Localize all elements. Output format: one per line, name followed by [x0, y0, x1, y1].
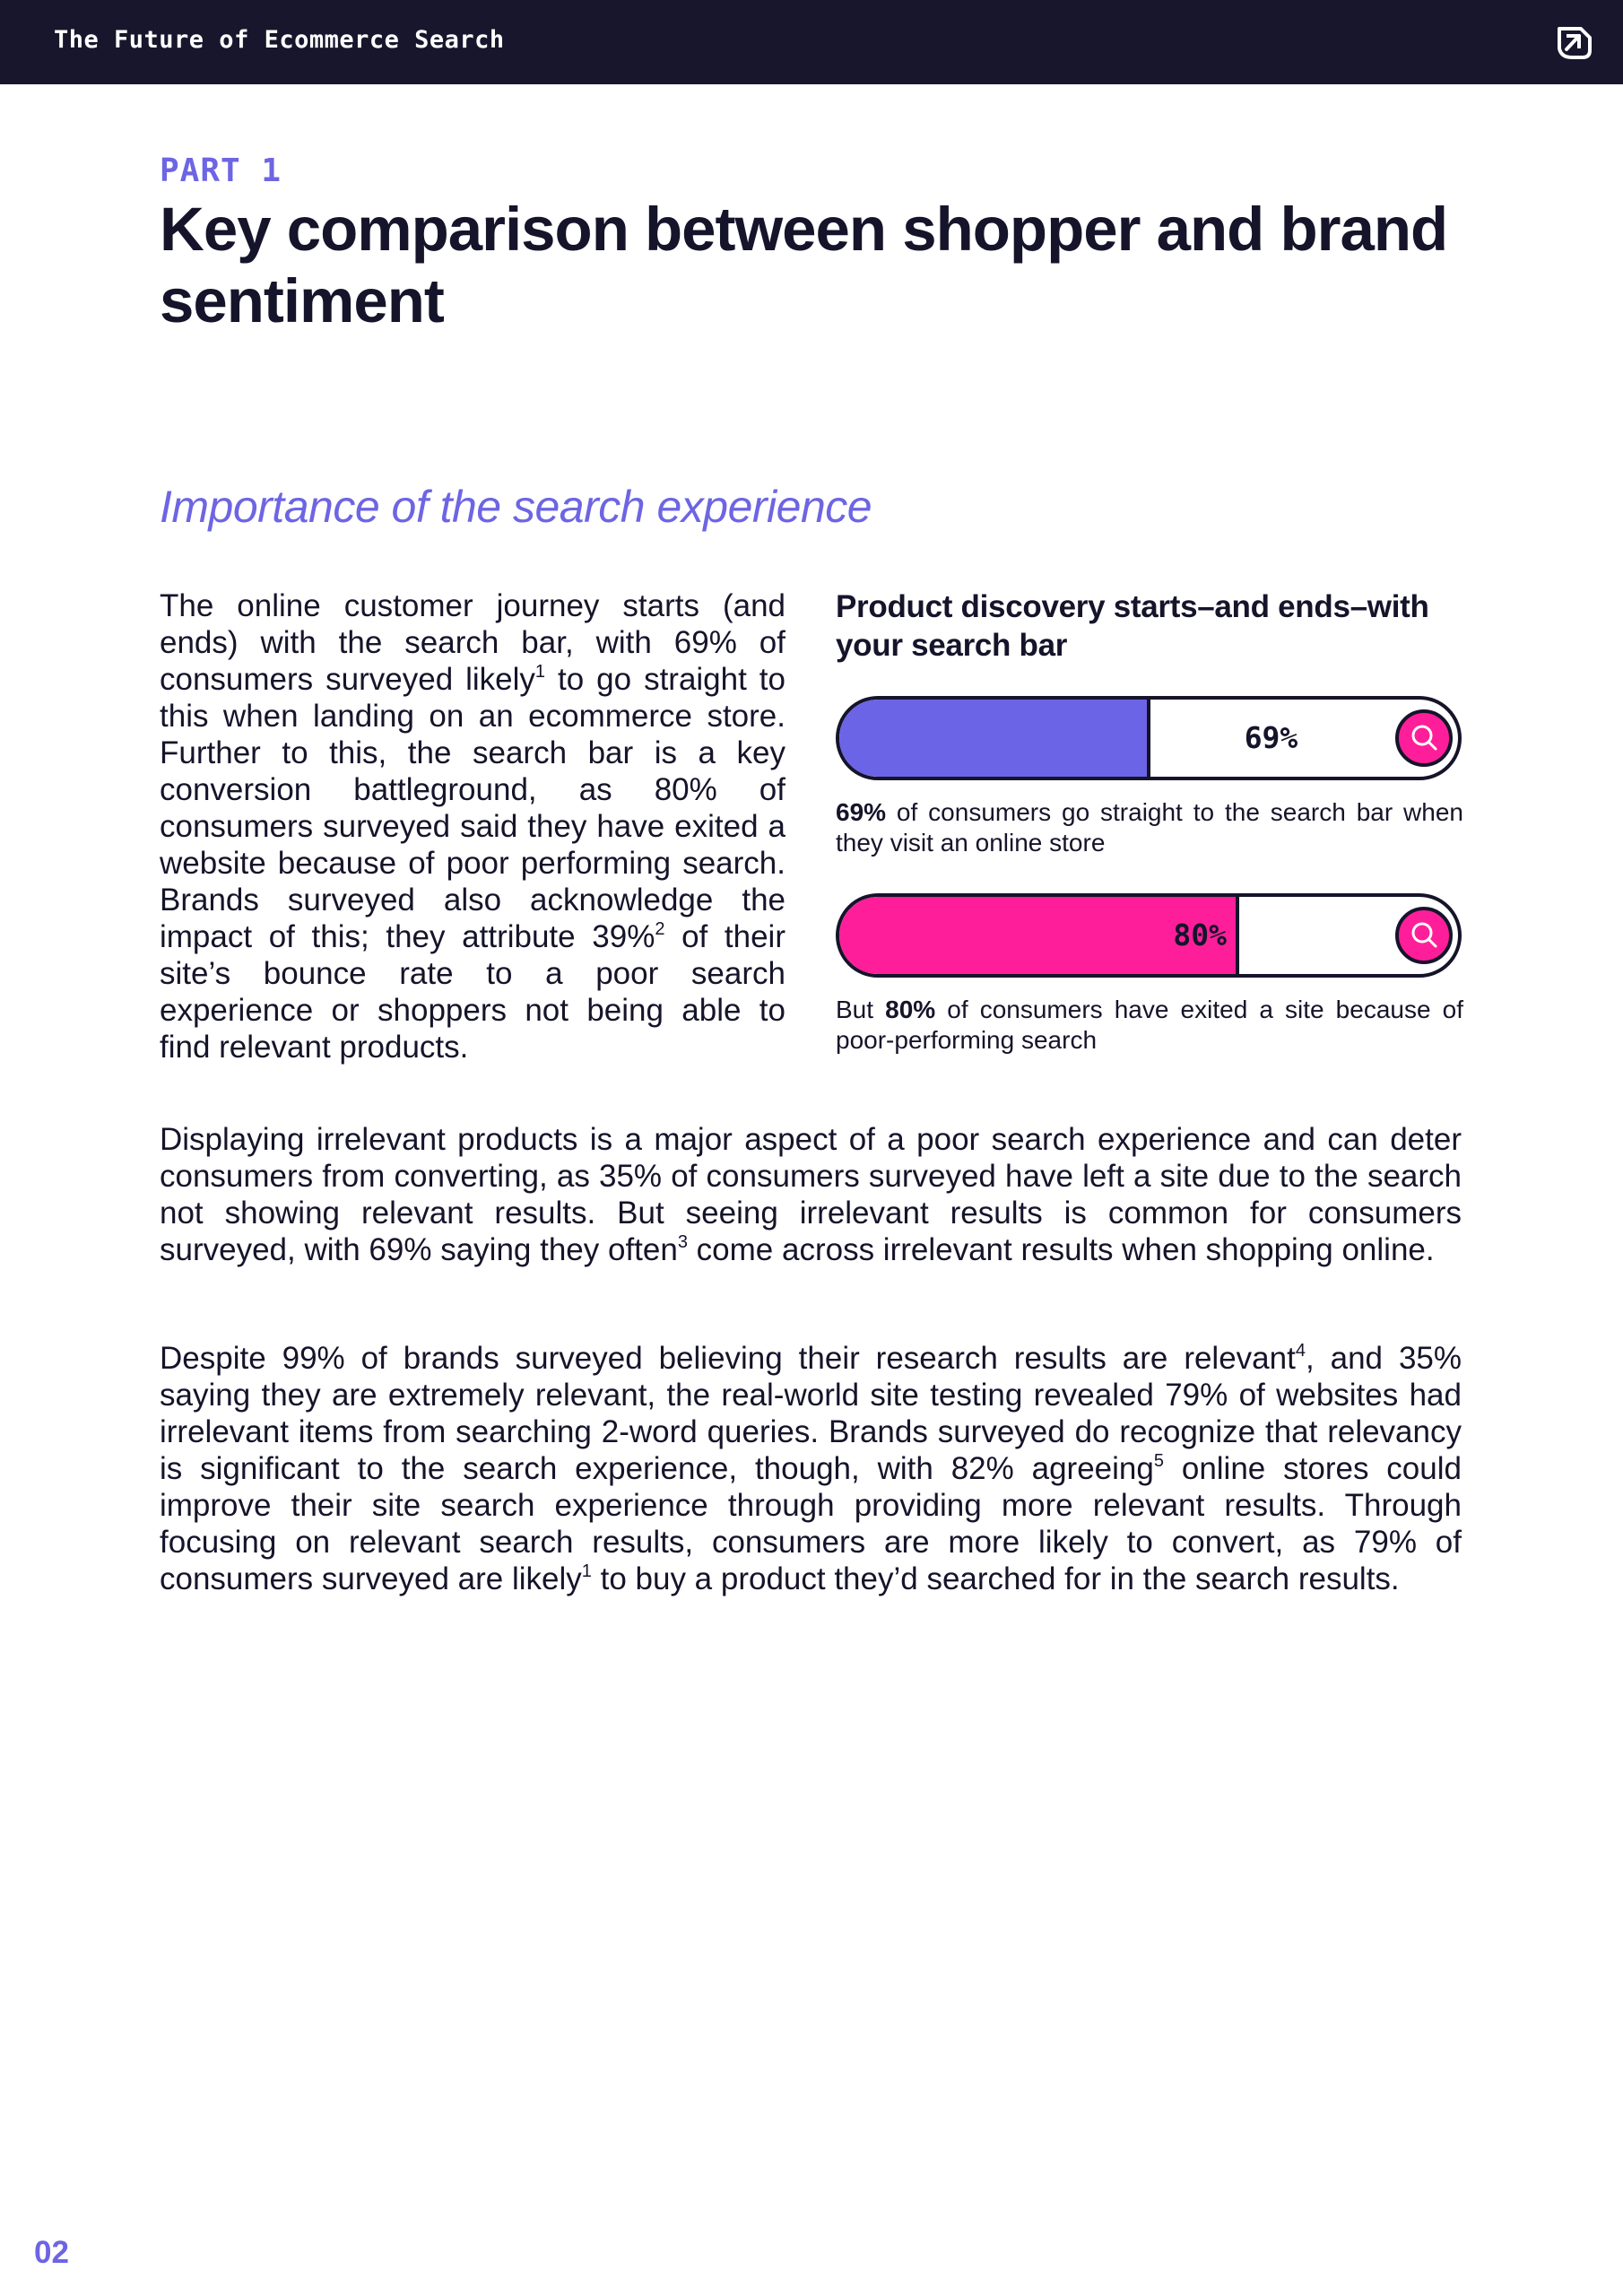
footnote-ref: 5	[1153, 1451, 1164, 1471]
top-header-bar	[0, 0, 1623, 84]
bar-value-label-69: 69%	[1244, 720, 1298, 755]
stat-bar-69	[836, 696, 1462, 780]
page-title: Key comparison between shopper and brand sentiment	[160, 195, 1448, 335]
footnote-ref: 1	[534, 662, 546, 682]
body-paragraph-irrelevant-products: Displaying irrelevant products is a major aspect of a poor search experience and can deter consumers from converting, as 35% of consumers surveyed have left a site due to the search not showing relevant results. But seeing irrelevant results is common for consumers surveyed, with 69% saying they often$^3$ come across irrelevant results when shopping online.	[160, 1122, 1462, 1267]
search-icon	[1395, 907, 1453, 964]
search-icon	[1395, 709, 1453, 767]
search-stat-chart	[836, 587, 1463, 1054]
intro-paragraph: The online customer journey starts (and ends) with the search bar, with 69% of consumers surveyed likely$^1$ to go straight to this when landing on an ecommerce store. Further to this, the search bar is a key conversion battleground, as 80% of consumers surveyed said they have exited a website because of poor performing search. Brands surveyed also acknowledge the impact of this; they attribute 39%$^2$ of their site’s bounce rate to a poor search experience or shoppers not being able to find relevant products.	[160, 588, 785, 1065]
page-number: 02	[34, 2235, 69, 2270]
body-paragraph-relevance: Despite 99% of brands surveyed believing their research results are relevant$^4$, and 35% saying they are extremely relevant, the real-world site testing revealed 79% of websites had irrelevant items from searching 2-word queries. Brands surveyed do recognize that relevancy is significant to the search experience, though, with 82% agreeing$^5$ online stores could improve their site search experience through providing more relevant results. Through focusing on relevant search results, consumers are more likely to convert, as 79% of consumers surveyed are likely$^1$ to buy a product they’d searched for in the search results.	[160, 1341, 1462, 1596]
stat-bar-80	[836, 893, 1462, 978]
chart-title: Product discovery starts–and ends–with your search bar	[836, 589, 1429, 663]
arrow-logo-icon	[1554, 22, 1595, 63]
bar-caption-69: 69% of consumers go straight to the search bar when they visit an online store	[836, 798, 1463, 857]
bar-value-label-80: 80%	[1173, 918, 1227, 952]
section-heading: Importance of the search experience	[160, 482, 872, 532]
part-label: PART 1	[160, 152, 282, 189]
footnote-ref: 1	[581, 1561, 592, 1581]
footnote-ref: 4	[1295, 1341, 1306, 1361]
bar-caption-80: But 80% of consumers have exited a site because of poor-performing search	[836, 996, 1463, 1054]
bar-fill-69	[839, 700, 1150, 777]
footnote-ref: 3	[677, 1232, 688, 1252]
footnote-ref: 2	[655, 919, 665, 939]
document-title: The Future of Ecommerce Search	[54, 26, 505, 54]
